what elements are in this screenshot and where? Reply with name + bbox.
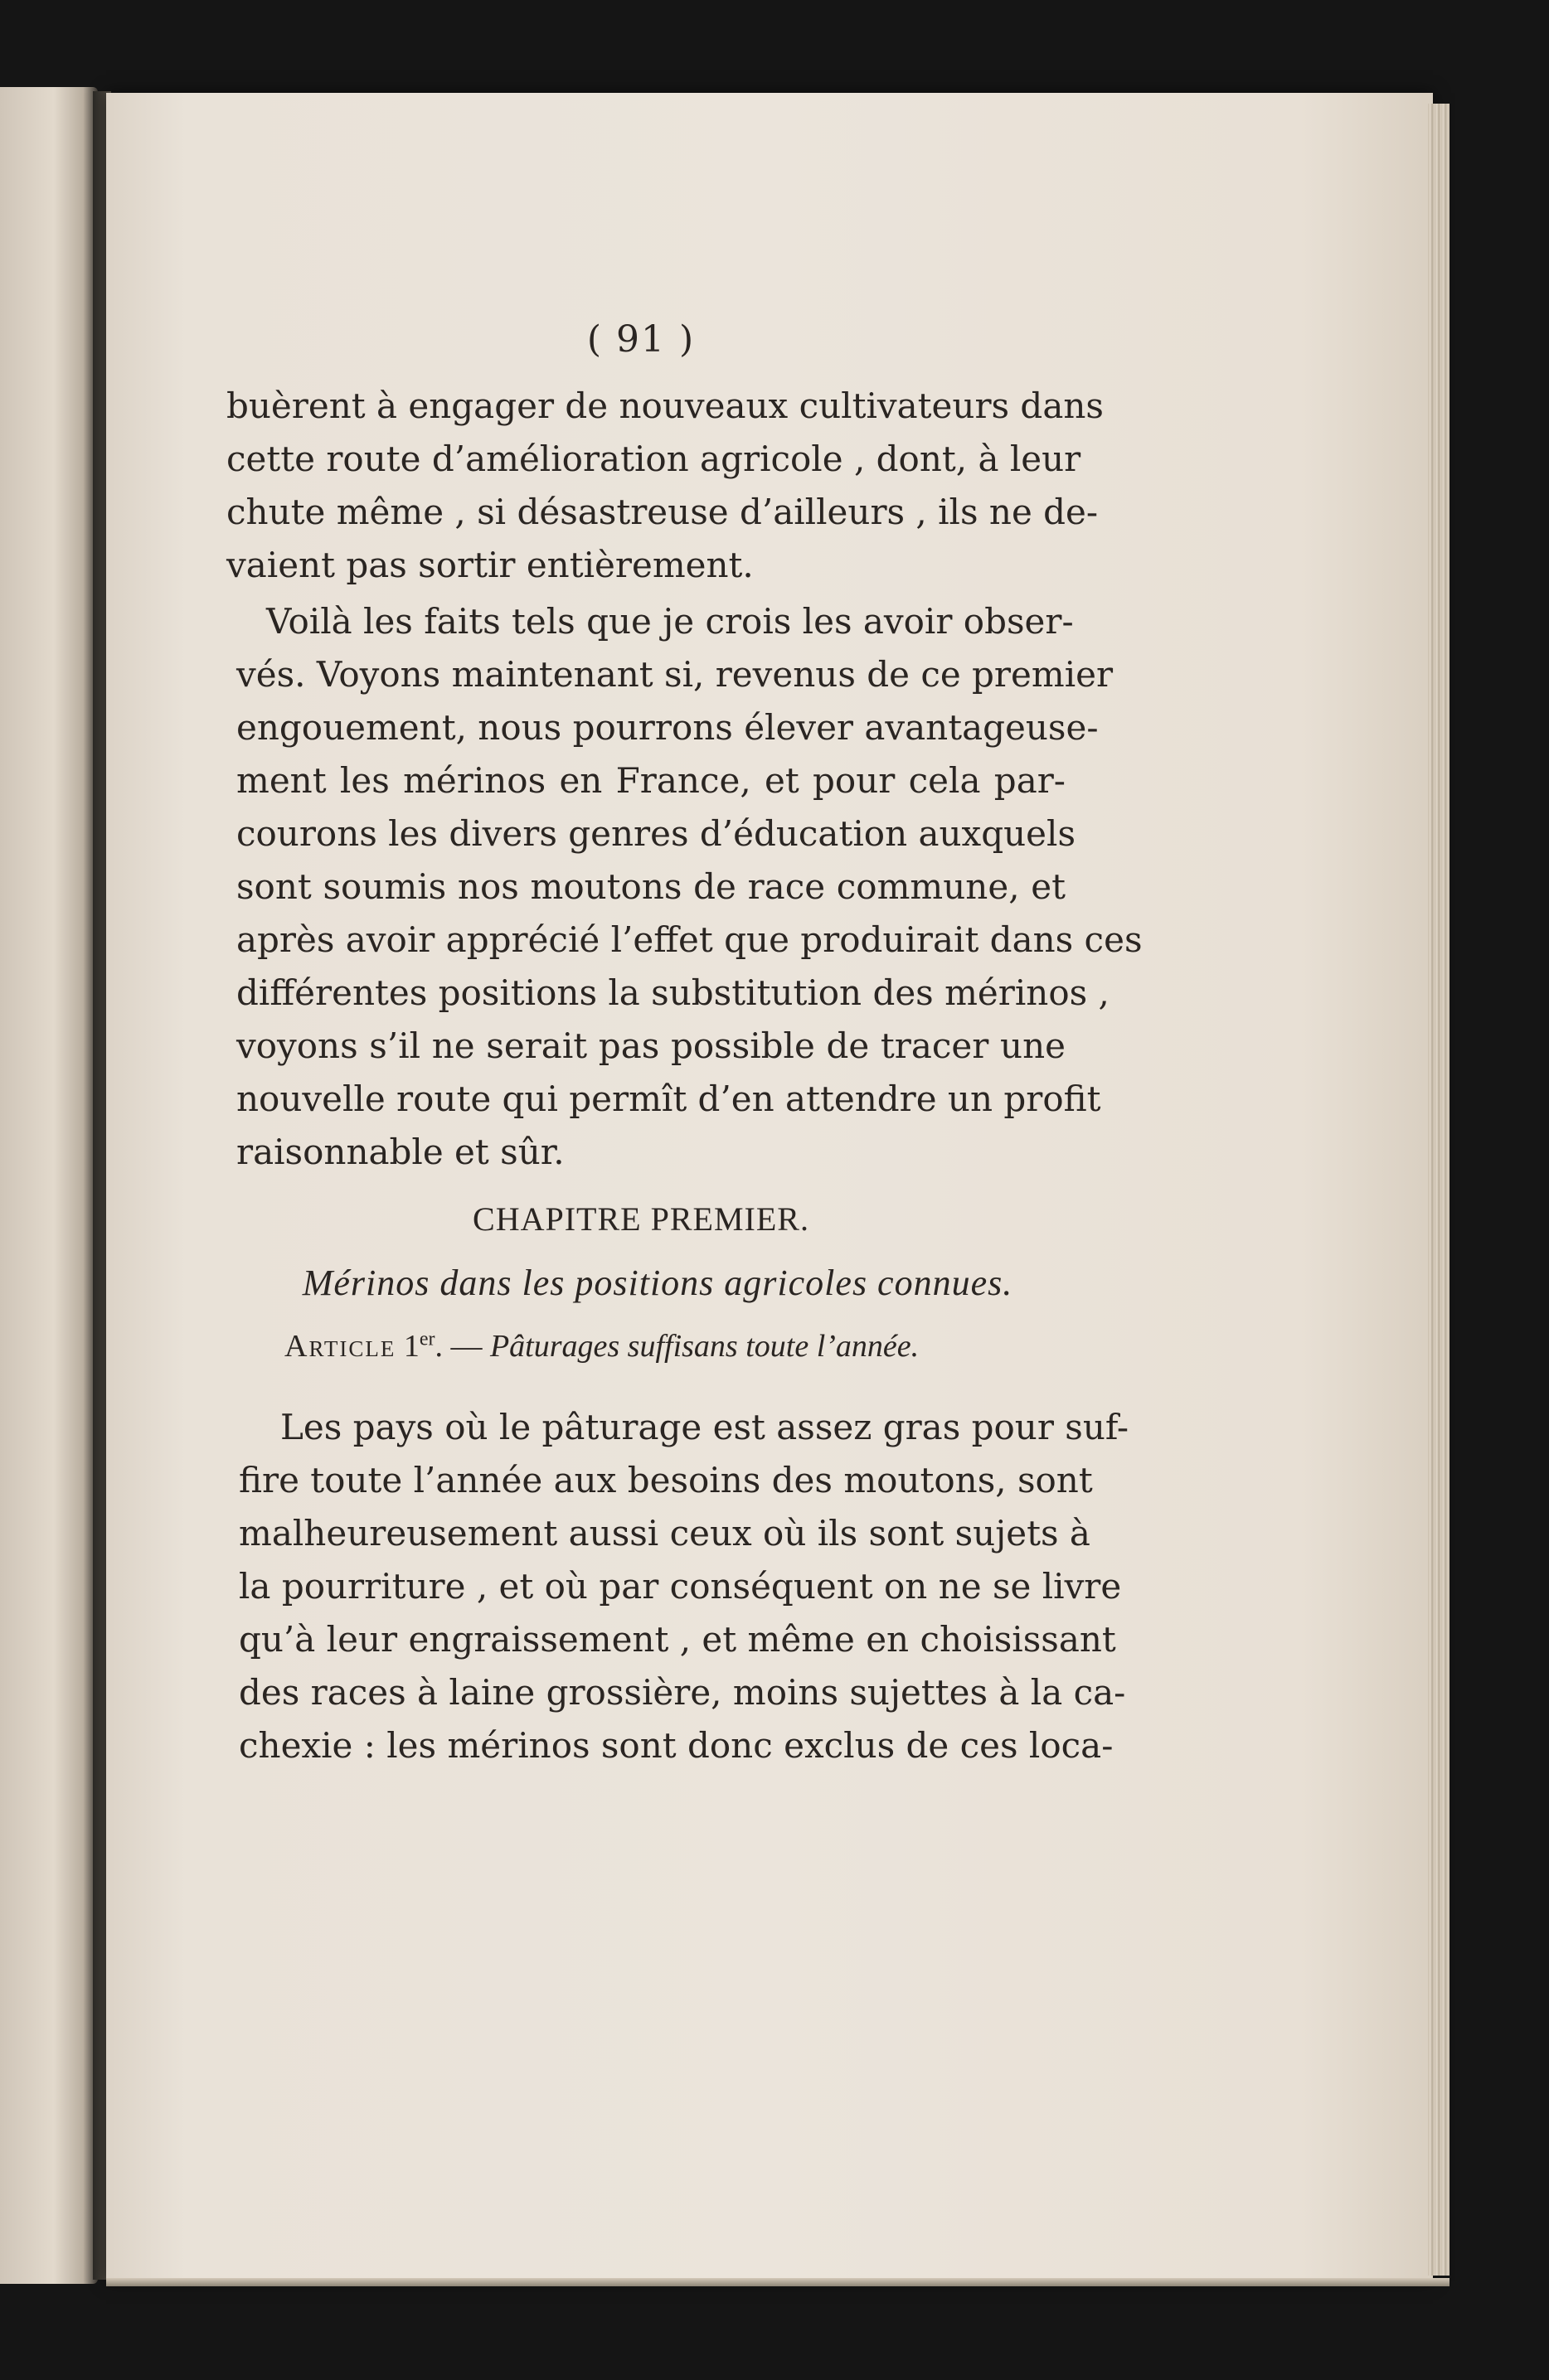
text-line: ment les mérinos en France, et pour cela par- [236, 760, 1066, 801]
text-line: des races à laine grossière, moins sujettes à la ca- [239, 1672, 1126, 1713]
page-number: ( 91 ) [586, 318, 696, 361]
text-line: Les pays où le pâturage est assez gras pour suf- [280, 1407, 1129, 1447]
article-title: Pâturages suffisans toute l’année. [489, 1329, 920, 1364]
article-number: 1 [403, 1329, 420, 1364]
text-line: chexie : les mérinos sont donc exclus de ces loca- [239, 1725, 1114, 1766]
text-line: cette route d’amélioration agricole , dont, à leur [226, 439, 1081, 479]
text-line: après avoir apprécié l’effet que produirait dans ces [236, 919, 1143, 960]
text-line: voyons s’il ne serait pas possible de tracer une [236, 1025, 1066, 1066]
text-line: buèrent à engager de nouveaux cultivateurs dans [226, 385, 1104, 426]
article-heading [284, 1323, 1072, 1369]
text-line: malheureusement aussi ceux où ils sont sujets à [239, 1513, 1090, 1554]
chapter-title: CHAPITRE PREMIER. [473, 1200, 809, 1238]
text-line: la pourriture , et où par conséquent on ne se livre [239, 1566, 1122, 1607]
text-line: qu’à leur engraissement , et même en choisissant [239, 1619, 1116, 1660]
text-line: vaient pas sortir entièrement. [226, 545, 754, 585]
text-line: sont soumis nos moutons de race commune, et [236, 866, 1066, 907]
text-line: nouvelle route qui permît d’en attendre un profit [236, 1079, 1101, 1119]
text-line: vés. Voyons maintenant si, revenus de ce premier [236, 654, 1114, 695]
text-line: courons les divers genres d’éducation auxquels [236, 813, 1076, 854]
chapter-subtitle: Mérinos dans les positions agricoles connues. [302, 1263, 1013, 1303]
text-line: engouement, nous pourrons élever avantageuse- [236, 707, 1099, 748]
page-stack-edge [1428, 104, 1449, 2276]
page-bottom-edge [106, 2278, 1449, 2286]
article-label: Article [284, 1329, 396, 1364]
text-line: différentes positions la substitution des mérinos , [236, 972, 1110, 1013]
article-separator: . — [435, 1329, 483, 1364]
text-line: raisonnable et sûr. [236, 1132, 565, 1172]
text-line: Voilà les faits tels que je crois les avoir obser- [266, 601, 1074, 642]
text-line: fire toute l’année aux besoins des moutons, sont [239, 1460, 1093, 1500]
facing-page-edge [0, 87, 98, 2284]
text-line: chute même , si désastreuse d’ailleurs , ils ne de- [226, 492, 1099, 532]
article-ordinal: er [419, 1328, 435, 1350]
